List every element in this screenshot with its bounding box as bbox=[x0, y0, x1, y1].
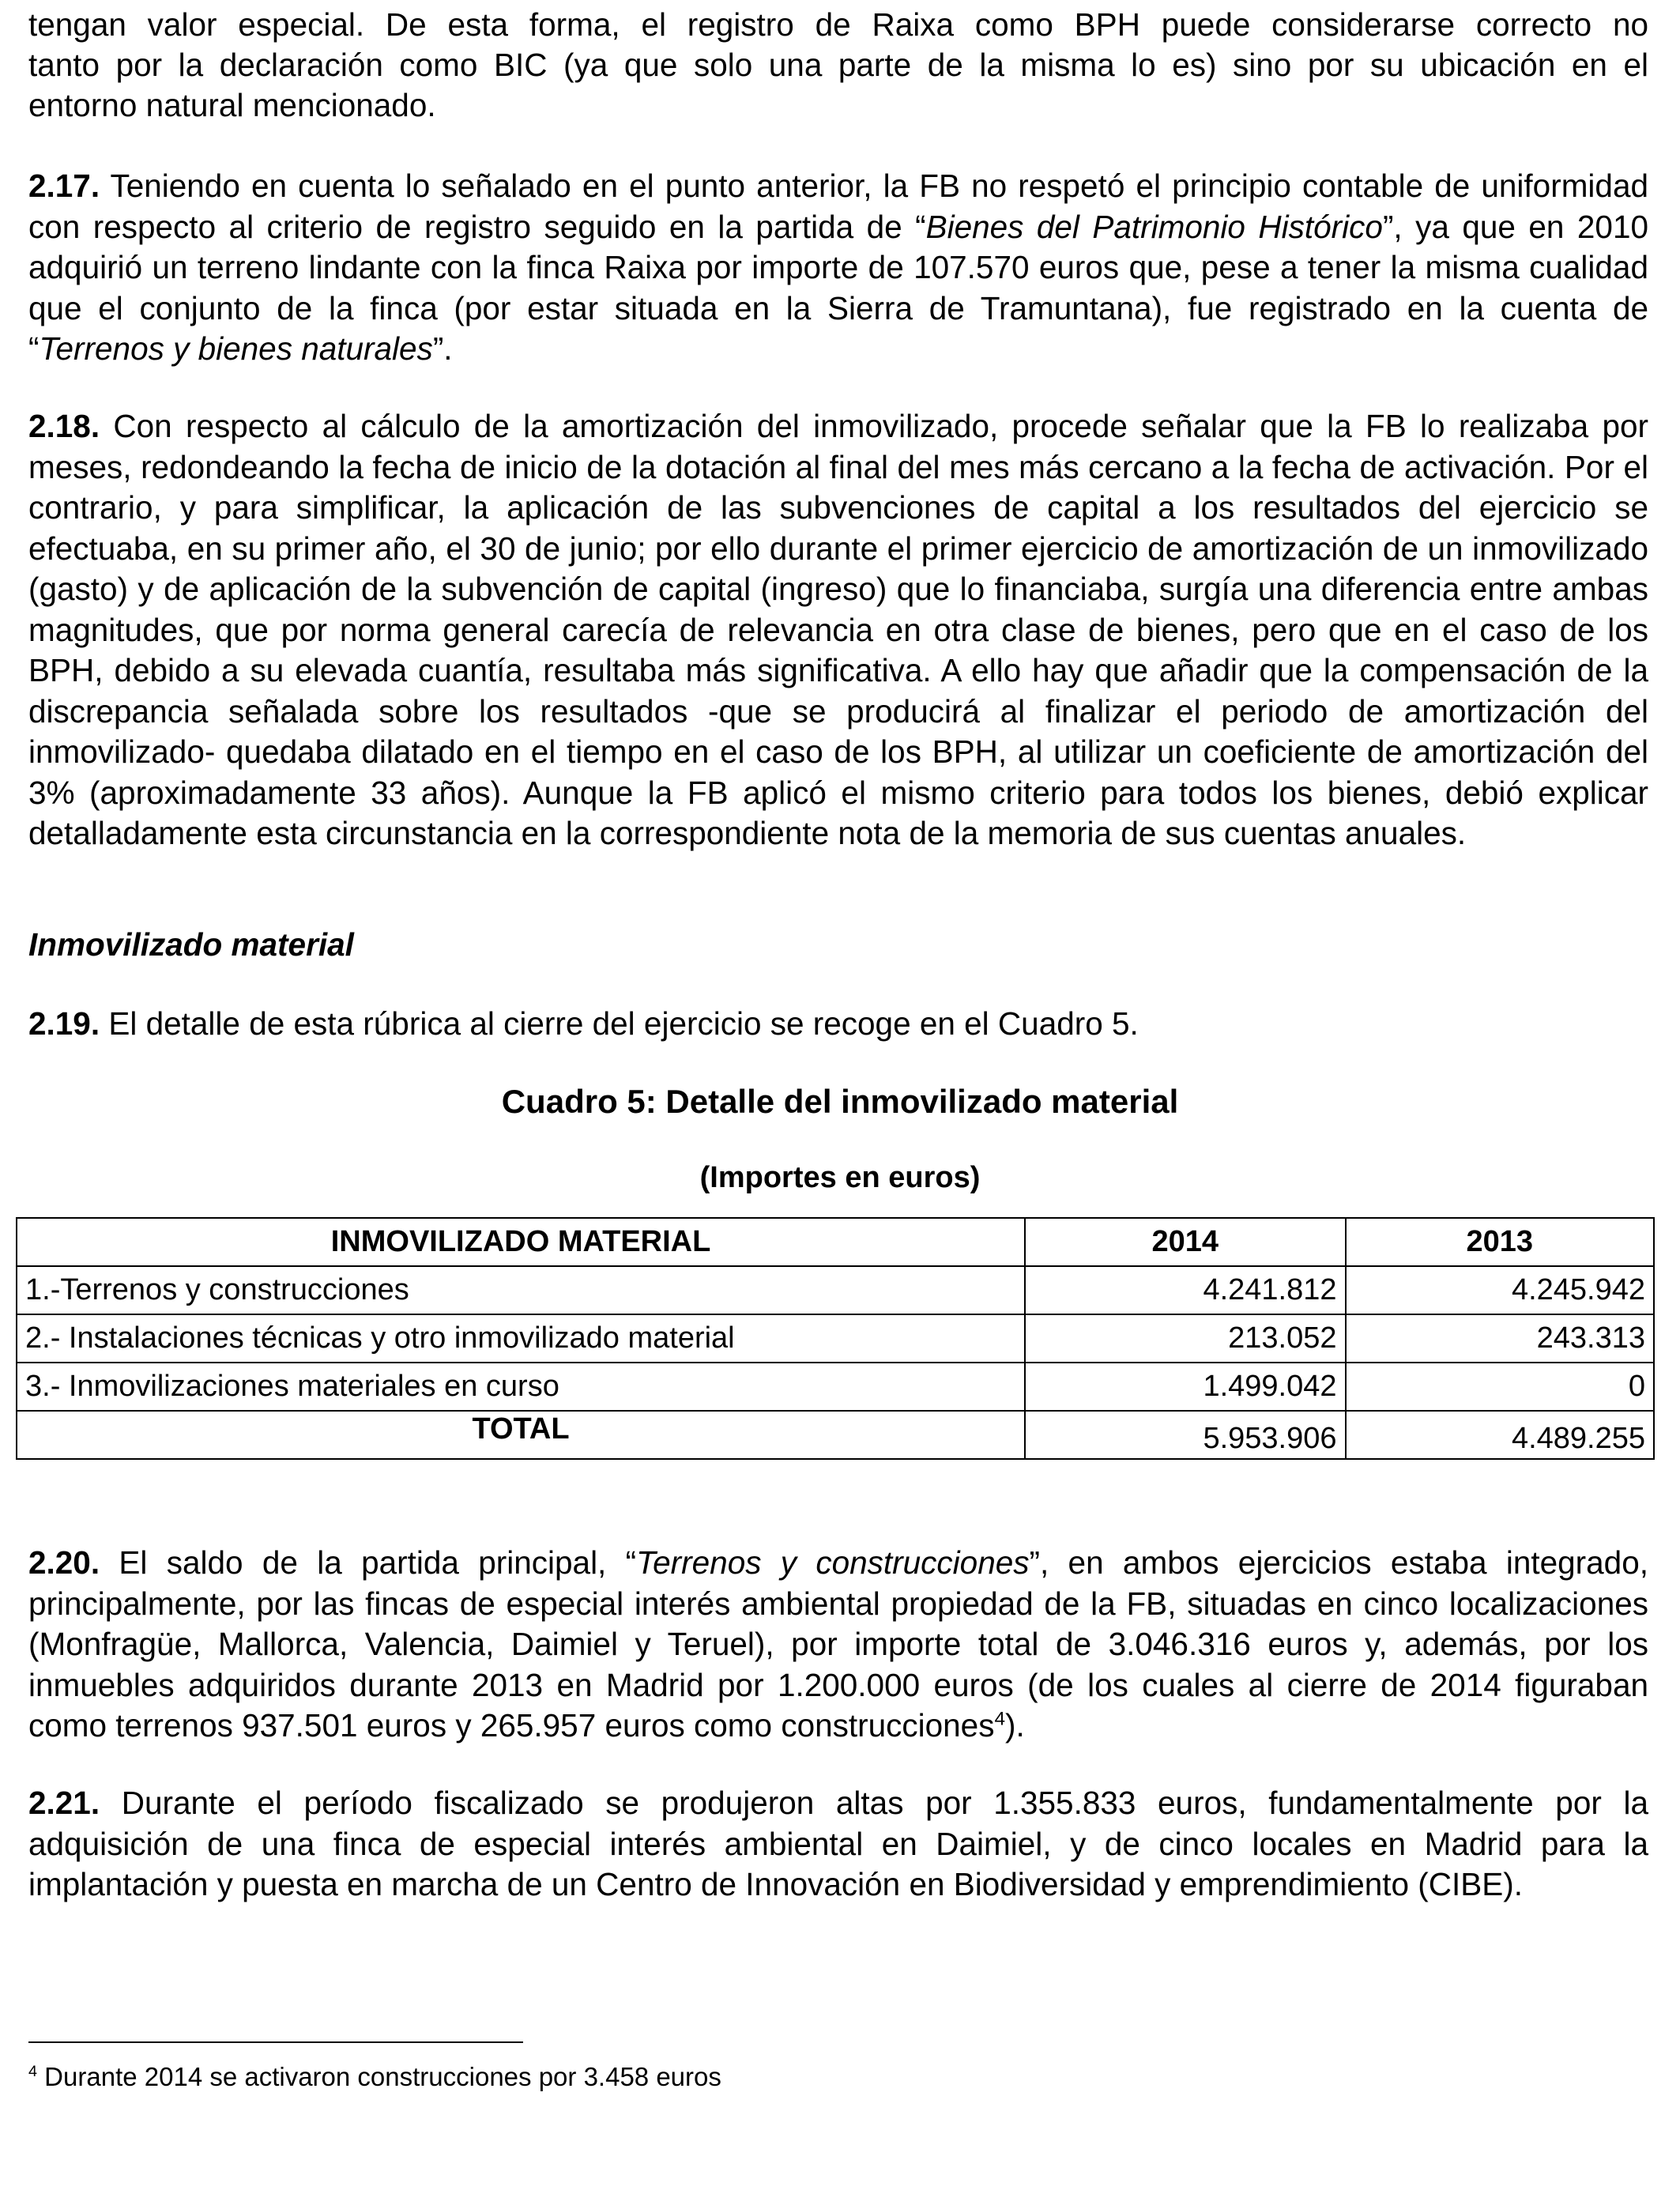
footnote-mark: 4 bbox=[28, 2063, 38, 2080]
row-label: 1.-Terrenos y construcciones bbox=[17, 1266, 1025, 1314]
intro-line-3: entorno natural mencionado. bbox=[28, 87, 436, 123]
paragraph-2-18: 2.18. Con respecto al cálculo de la amortización del inmovilizado, procede señalar que la FB lo realizaba por meses, redondeando la fecha de inicio de la dotación al final del mes más cercano a la fecha de activación. Por el contrario, y para simplificar, la aplicación de las subvenciones de capital a los resultados del ejercicio se efectuaba, en su primer año, el 30 de junio; por ello durante el primer ejercicio de amortización de un inmovilizado (gasto) y de aplicación de la subvención de capital (ingreso) que lo financiaba, surgía una diferencia entre ambas magnitudes, que por norma general carecía de relevancia en otra clase de bienes, pero que en el caso de los BPH, debido a su elevada cuantía, resultaba más significativa. A ello hay que añadir que la compensación de la discrepancia señalada sobre los resultados -que se producirá al finalizar el periodo de amortización del inmovilizado- quedaba dilatado en el tiempo en el caso de los BPH, al utilizar un coeficiente de amortización del 3% (aproximadamente 33 años). Aunque la FB aplicó el mismo criterio para todos los bienes, debió explicar detalladamente esta circunstancia en la correspondiente nota de la memoria de sus cuentas anuales. bbox=[28, 408, 1648, 851]
header-cell: INMOVILIZADO MATERIAL bbox=[17, 1218, 1025, 1266]
paragraph-number: 2.21. bbox=[28, 1785, 100, 1821]
table-header-row bbox=[17, 1218, 1654, 1266]
table-row bbox=[17, 1266, 1654, 1314]
total-2014: 5.953.906 bbox=[1025, 1411, 1345, 1459]
paragraph-2-20: 2.20. El saldo de la partida principal, “Terrenos y construcciones”, en ambos ejercicios estaba integrado, principalmente, por las fincas de especial interés ambiental propiedad de la FB, situadas en cinco localizaciones (Monfragüe, Mallorca, Valencia, Daimiel y Teruel), por importe total de 3.046.316 euros y, además, por los inmuebles adquiridos durante 2013 en Madrid por 1.200.000 euros (de los cuales al cierre de 2014 figuraban como terrenos 937.501 euros y 265.957 euros como construcciones$^4$). bbox=[28, 1544, 1648, 1744]
paragraph-2-21: 2.21. Durante el período fiscalizado se produjeron altas por 1.355.833 euros, fundamentalmente por la adquisición de una finca de especial interés ambiental en Daimiel, y de cinco locales en Madrid para la implantación y puesta en marcha de un Centro de Innovación en Biodiversidad y emprendimiento (CIBE). bbox=[28, 1785, 1648, 1902]
table-row bbox=[17, 1314, 1654, 1363]
value-2013: 0 bbox=[1346, 1363, 1655, 1411]
intro-line-1: tengan valor especial. De esta forma, el registro de Raixa como BPH puede considerarse correcto no bbox=[28, 6, 1648, 43]
intro-line-2: tanto por la declaración como BIC (ya que solo una parte de la misma lo es) sino por su ubicación en el bbox=[28, 47, 1648, 83]
value-2013: 4.245.942 bbox=[1346, 1266, 1655, 1314]
table-total-row bbox=[17, 1411, 1654, 1459]
table-title: Cuadro 5: Detalle del inmovilizado material bbox=[501, 1083, 1179, 1120]
value-2014: 4.241.812 bbox=[1025, 1266, 1345, 1314]
paragraph-number: 2.19. bbox=[28, 1005, 100, 1042]
table-row bbox=[17, 1363, 1654, 1411]
row-label: 3.- Inmovilizaciones materiales en curso bbox=[17, 1363, 1025, 1411]
value-2014: 213.052 bbox=[1025, 1314, 1345, 1363]
footnote-reference: 4 bbox=[994, 1708, 1005, 1730]
total-2013: 4.489.255 bbox=[1346, 1411, 1655, 1459]
total-label: TOTAL bbox=[17, 1411, 1025, 1459]
header-cell: 2014 bbox=[1025, 1218, 1345, 1266]
paragraph-number: 2.18. bbox=[28, 408, 100, 444]
value-2014: 1.499.042 bbox=[1025, 1363, 1345, 1411]
footnote-separator bbox=[28, 2041, 523, 2043]
detail-table bbox=[16, 1217, 1655, 1460]
paragraph-number: 2.20. bbox=[28, 1544, 100, 1581]
footnote: $^4$ Durante 2014 se activaron construcciones por 3.458 euros bbox=[28, 2062, 721, 2091]
paragraph-number: 2.17. bbox=[28, 168, 100, 204]
section-heading: Inmovilizado material bbox=[28, 926, 354, 963]
paragraph-2-17: 2.17. Teniendo en cuenta lo señalado en el punto anterior, la FB no respetó el principio contable de uniformidad con respecto al criterio de registro seguido en la partida de “Bienes del Patrimonio Histórico”, ya que en 2010 adquirió un terreno lindante con la finca Raixa por importe de 107.570 euros que, pese a tener la misma cualidad que el conjunto de la finca (por estar situada en la Sierra de Tramuntana), fue registrado en la cuenta de “Terrenos y bienes naturales”. bbox=[28, 168, 1648, 367]
value-2013: 243.313 bbox=[1346, 1314, 1655, 1363]
header-cell: 2013 bbox=[1346, 1218, 1655, 1266]
paragraph-2-19: 2.19. El detalle de esta rúbrica al cierre del ejercicio se recoge en el Cuadro 5. bbox=[28, 1005, 1139, 1042]
row-label: 2.- Instalaciones técnicas y otro inmovilizado material bbox=[17, 1314, 1025, 1363]
table-subtitle: (Importes en euros) bbox=[699, 1161, 981, 1194]
